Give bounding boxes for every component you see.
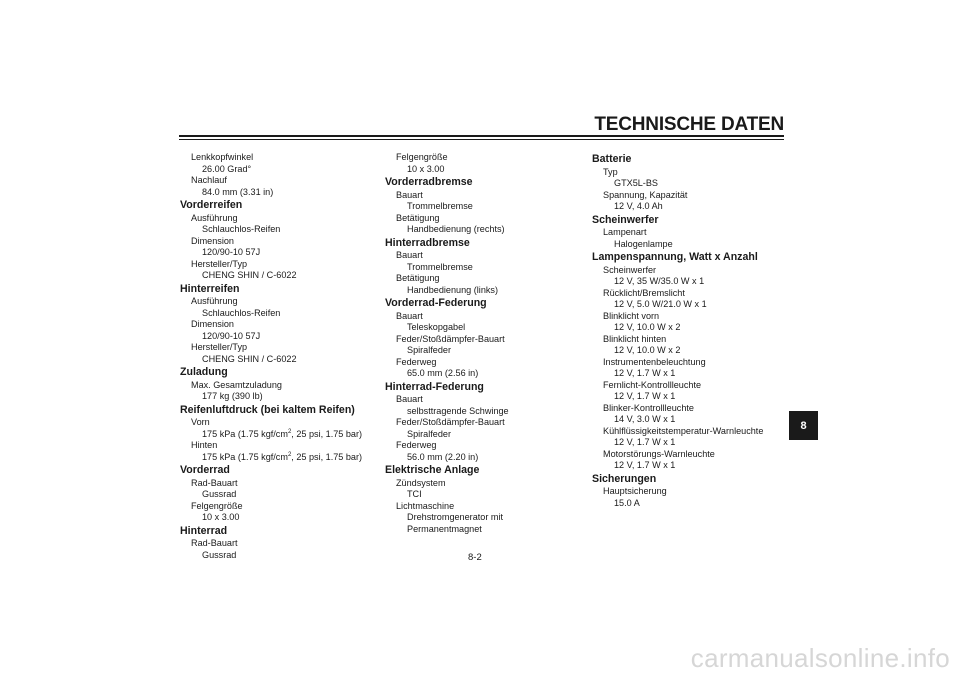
- spec-label: Lampenart: [603, 227, 647, 237]
- spec-value: Trommelbremse: [407, 201, 473, 211]
- spec-label: Ausführung: [191, 296, 238, 306]
- spec-value: Spiralfeder: [407, 345, 451, 355]
- spec-label: Felgengröße: [396, 152, 448, 162]
- spec-label: Betätigung: [396, 273, 440, 283]
- spec-label: Bauart: [396, 189, 423, 200]
- spec-value: Permanentmagnet: [407, 523, 482, 534]
- superscript: 2: [287, 451, 292, 458]
- spec-label: Scheinwerfer: [603, 264, 657, 275]
- spec-label: Federweg: [396, 356, 437, 367]
- section-heading-hinterradbremse: Hinterradbremse: [385, 236, 470, 249]
- spec-value: 10 x 3.00: [202, 512, 240, 522]
- spec-label: Lichtmaschine: [396, 500, 455, 511]
- spec-value: [180, 452, 380, 464]
- section-heading-vorderradbremse: Vorderradbremse: [385, 176, 473, 188]
- spec-label: Dimension: [191, 319, 234, 329]
- spec-label: Lenkkopfwinkel: [191, 152, 254, 162]
- page-number: 8-2: [468, 552, 482, 563]
- section-heading-vorderrad-federung: Vorderrad-Federung: [385, 297, 487, 309]
- spec-label: Ausführung: [191, 212, 238, 223]
- spec-value: 12 V, 1.7 W x 1: [614, 368, 676, 378]
- spec-label: Spannung, Kapazität: [603, 189, 688, 200]
- spec-label: Feder/Stoßdämpfer-Bauart: [396, 417, 505, 427]
- spec-value-part: , 25 psi, 1.75 bar): [291, 451, 363, 462]
- spec-label: Bauart: [396, 394, 423, 404]
- spec-value: 12 V, 10.0 W x 2: [614, 345, 681, 355]
- spec-label: Betätigung: [396, 212, 440, 223]
- spec-label: Motorstörungs-Warnleuchte: [603, 448, 715, 459]
- spec-label: Blinklicht hinten: [603, 333, 667, 344]
- section-heading-hinterreifen: Hinterreifen: [180, 282, 240, 295]
- spec-value: 12 V, 4.0 Ah: [614, 201, 663, 211]
- spec-label: Bauart: [396, 250, 423, 260]
- spec-value: 26.00 Grad°: [202, 163, 252, 174]
- spec-value: Gussrad: [202, 549, 237, 560]
- spec-label: Rad-Bauart: [191, 477, 238, 488]
- column-1: [180, 152, 380, 561]
- spec-label: Blinker-Kontrollleuchte: [603, 402, 694, 413]
- spec-value: 12 V, 10.0 W x 2: [614, 322, 681, 332]
- spec-value: 15.0 A: [614, 497, 640, 508]
- section-heading-lampenspannung: Lampenspannung, Watt x Anzahl: [592, 251, 758, 263]
- spec-label: Federweg: [396, 440, 437, 450]
- spec-label: Bauart: [396, 310, 423, 321]
- spec-label: Kühlflüssigkeitstemperatur-Warnleuchte: [603, 425, 764, 436]
- section-heading-elektrische-anlage: Elektrische Anlage: [385, 464, 480, 476]
- section-heading-hinterrad-federung: Hinterrad-Federung: [385, 380, 484, 393]
- spec-label: Hersteller/Typ: [191, 342, 248, 352]
- spec-value: 56.0 mm (2.20 in): [407, 451, 479, 462]
- spec-value: TCI: [407, 489, 422, 499]
- spec-value: Gussrad: [202, 489, 237, 499]
- column-3: [592, 152, 782, 509]
- spec-label: Dimension: [191, 235, 234, 246]
- section-heading-reifenluftdruck: Reifenluftdruck (bei kaltem Reifen): [180, 403, 355, 416]
- spec-label: Hauptsicherung: [603, 486, 667, 496]
- spec-label: Rad-Bauart: [191, 538, 238, 548]
- spec-value: 12 V, 1.7 W x 1: [614, 391, 676, 401]
- spec-value: selbsttragende Schwinge: [407, 405, 509, 416]
- spec-value-part: 175 kPa (1.75 kgf/cm: [202, 428, 288, 439]
- spec-value: Handbedienung (rechts): [407, 224, 505, 234]
- spec-value: Halogenlampe: [614, 238, 673, 249]
- spec-value: 120/90-10 57J: [202, 330, 261, 341]
- spec-value-part: 175 kPa (1.75 kgf/cm: [202, 451, 288, 462]
- spec-value: Schlauchlos-Reifen: [202, 307, 281, 318]
- superscript: 2: [287, 428, 292, 435]
- page-title: TECHNISCHE DATEN: [594, 114, 784, 135]
- spec-value: CHENG SHIN / C-6022: [202, 270, 297, 280]
- spec-value: Spiralfeder: [407, 428, 451, 439]
- spec-label: Nachlauf: [191, 175, 227, 185]
- spec-value: Teleskopgabel: [407, 322, 466, 332]
- spec-label: Hersteller/Typ: [191, 258, 248, 269]
- header-rule-thick: [179, 135, 784, 137]
- spec-value: 120/90-10 57J: [202, 247, 261, 257]
- section-heading-zuladung: Zuladung: [180, 366, 228, 378]
- spec-value-part: , 25 psi, 1.75 bar): [291, 428, 363, 439]
- spec-label: Vorn: [191, 417, 210, 427]
- spec-label: Zündsystem: [396, 477, 446, 488]
- spec-label: Hinten: [191, 440, 218, 450]
- spec-label: Typ: [603, 166, 618, 177]
- section-heading-vorderreifen: Vorderreifen: [180, 199, 243, 211]
- spec-value: 65.0 mm (2.56 in): [407, 368, 479, 378]
- spec-label: Feder/Stoßdämpfer-Bauart: [396, 333, 505, 344]
- spec-value: Drehstromgenerator mit: [407, 512, 504, 522]
- spec-value: 12 V, 1.7 W x 1: [614, 460, 676, 470]
- spec-value: 14 V, 3.0 W x 1: [614, 414, 676, 424]
- spec-value: 10 x 3.00: [407, 163, 445, 174]
- spec-value: Handbedienung (links): [407, 284, 498, 295]
- section-heading-sicherungen: Sicherungen: [592, 472, 657, 485]
- spec-label: Blinklicht vorn: [603, 310, 660, 321]
- header-rule-thin: [179, 139, 784, 140]
- spec-label: Instrumentenbeleuchtung: [603, 356, 706, 367]
- spec-value: Trommelbremse: [407, 261, 473, 272]
- spec-value: Schlauchlos-Reifen: [202, 224, 281, 234]
- watermark: carmanualsonline.info: [690, 643, 950, 673]
- spec-value: 12 V, 5.0 W/21.0 W x 1: [614, 299, 707, 309]
- spec-label: Max. Gesamtzuladung: [191, 379, 282, 390]
- spec-value: 12 V, 35 W/35.0 W x 1: [614, 276, 705, 286]
- section-heading-batterie: Batterie: [592, 153, 632, 165]
- spec-value: 12 V, 1.7 W x 1: [614, 437, 676, 447]
- spec-label: Rücklicht/Bremslicht: [603, 287, 685, 298]
- spec-label: Felgengröße: [191, 500, 243, 511]
- spec-value: 177 kg (390 lb): [202, 391, 263, 401]
- section-heading-scheinwerfer: Scheinwerfer: [592, 213, 659, 226]
- section-heading-vorderrad: Vorderrad: [180, 464, 230, 476]
- spec-label: Fernlicht-Kontrollleuchte: [603, 379, 702, 390]
- spec-value: CHENG SHIN / C-6022: [202, 353, 297, 364]
- chapter-tab: 8: [789, 411, 818, 440]
- spec-value: 84.0 mm (3.31 in): [202, 186, 274, 197]
- spec-value: [180, 429, 380, 441]
- section-heading-hinterrad: Hinterrad: [180, 524, 228, 537]
- column-2: [385, 152, 575, 535]
- spec-value: GTX5L-BS: [614, 178, 658, 188]
